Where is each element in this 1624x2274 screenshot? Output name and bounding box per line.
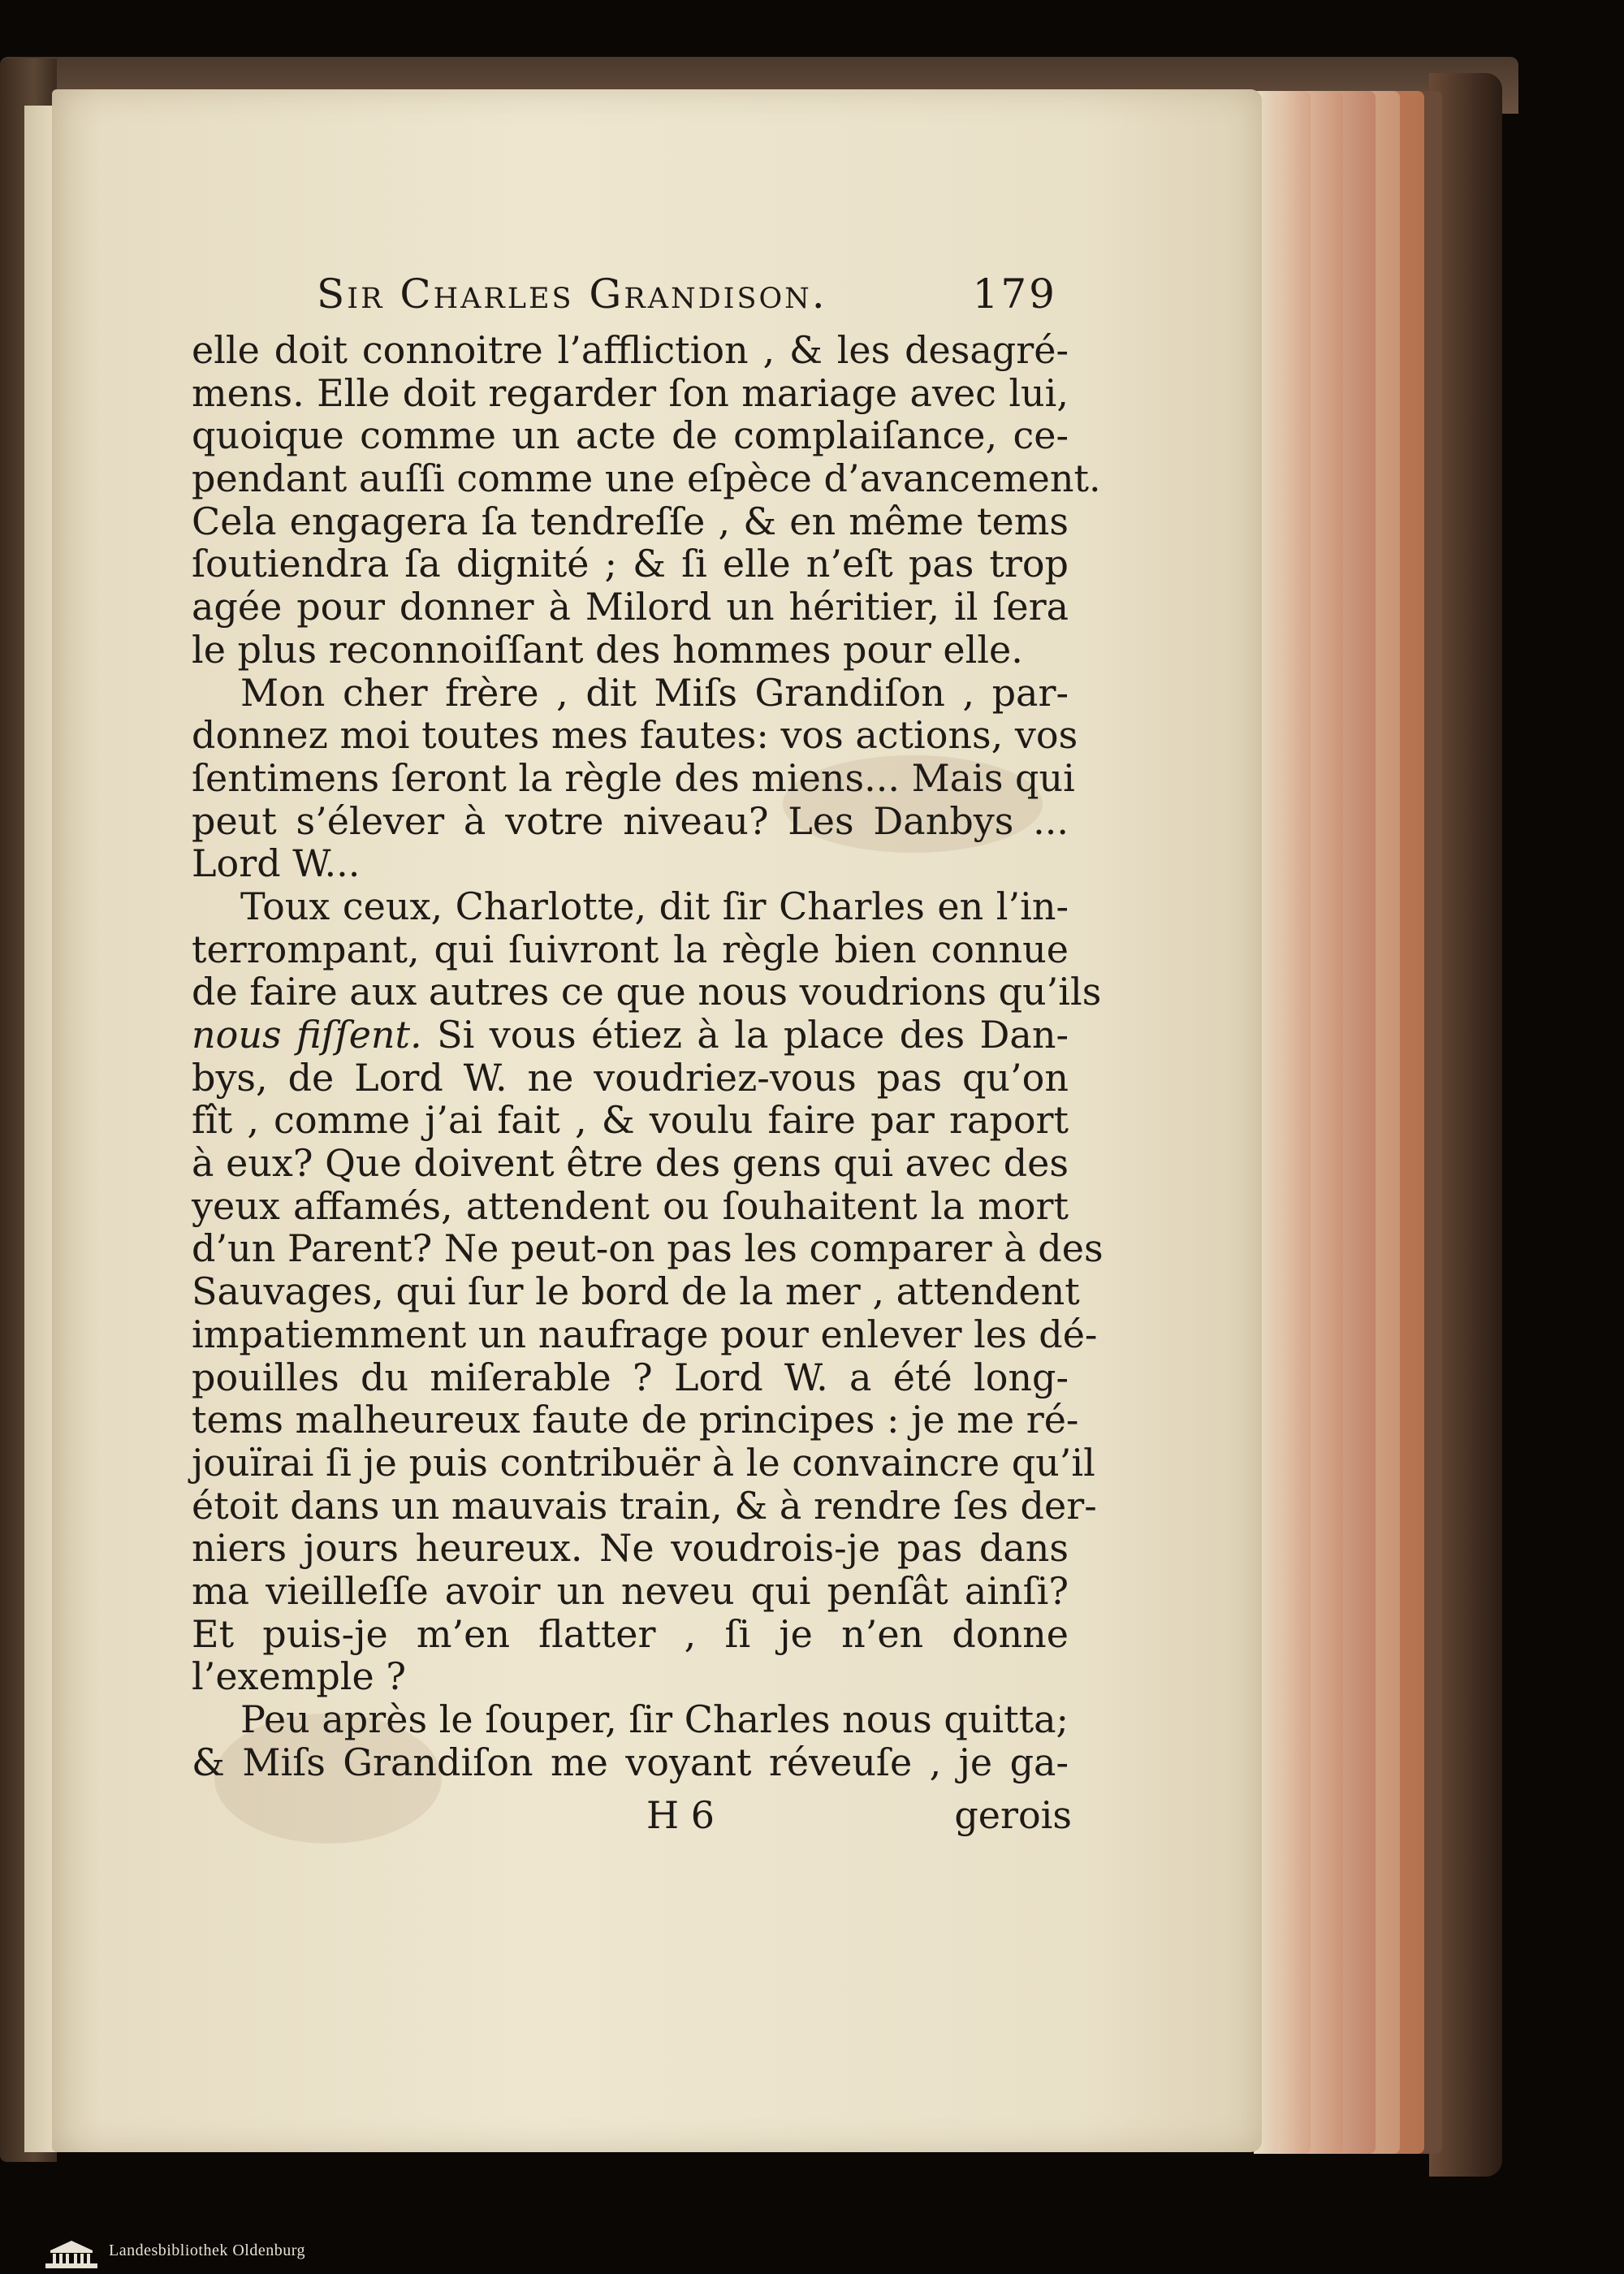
page-body-text: [192, 328, 1104, 1784]
signature-mark: H 6: [646, 1793, 715, 1837]
library-watermark: Landesbibliothek Oldenburg: [109, 2242, 306, 2259]
text-line: ſoutiendra ſa dignité ; & ſi elle n’eſt pas trop: [192, 542, 1069, 586]
text-line: impatiemment un naufrage pour enlever les dé-: [192, 1312, 1098, 1356]
italic-fragment: nous fiſſent.: [192, 1013, 422, 1057]
text-line: peut s’élever à votre niveau? Les Danbys ...: [192, 798, 1069, 843]
text-line-italic: de faire aux autres ce que nous voudrions qu’ils: [192, 970, 1102, 1014]
text-line-mixed: [192, 1014, 1069, 1057]
text-line: bys, de Lord W. ne voudriez-vous pas qu’on: [192, 1055, 1069, 1100]
page-edges: [1254, 91, 1442, 2154]
page-number: 179: [972, 270, 1057, 318]
text-line: ma vieilleſſe avoir un neveu qui penſât ainſi?: [192, 1568, 1069, 1613]
text-line: jouïrai ſi je puis contribuër à le convaincre qu’il: [192, 1440, 1095, 1485]
text-line: Et puis-je m’en flatter , ſi je n’en donne: [192, 1611, 1069, 1656]
running-title: Sir Charles Grandison.: [317, 270, 827, 318]
catchword: gerois: [954, 1793, 1072, 1837]
text-line: elle doit connoitre l’affliction , & les desagré-: [192, 328, 1069, 372]
text-line: étoit dans un mauvais train, & à rendre ſes der-: [192, 1483, 1097, 1528]
text-line: ſentimens ſeront la règle des miens... Mais qui: [192, 755, 1075, 800]
text-line: d’un Parent? Ne peut-on pas les comparer à des: [192, 1226, 1104, 1271]
text-line: & Miſs Grandiſon me voyant réveuſe , je ga-: [192, 1740, 1069, 1784]
text-line: niers jours heureux. Ne voudrois-je pas dans: [192, 1526, 1069, 1571]
text-line: Cela engagera ſa tendreſſe , & en même tems: [192, 499, 1069, 543]
text-line: mens. Elle doit regarder ſon mariage avec lui,: [192, 370, 1069, 415]
text-line: terrompant, qui ſuivront la règle bien connue: [192, 927, 1069, 971]
page-footer: [192, 1793, 1072, 1839]
text-line: Toux ceux, Charlotte, dit ſir Charles en l’in-: [240, 884, 1069, 928]
text-line: Sauvages, qui ſur le bord de la mer , attendent: [192, 1269, 1080, 1314]
text-line: agée pour donner à Milord un héritier, il ſera: [192, 585, 1069, 629]
text-fragment: Si vous étiez à la place des Dan-: [421, 1013, 1069, 1057]
library-building-icon: [44, 2239, 99, 2270]
text-line: à eux? Que doivent être des gens qui avec des: [192, 1141, 1069, 1186]
text-line: le plus reconnoiſſant des hommes pour elle.: [192, 627, 1023, 672]
text-line: yeux affamés, attendent ou ſouhaitent la mort: [192, 1183, 1069, 1228]
text-line: Peu après le ſouper, ſir Charles nous quitta;: [240, 1697, 1069, 1741]
text-line: tems malheureux faute de principes : je me ré-: [192, 1398, 1079, 1442]
text-line: quoique comme un acte de complaiſance, ce-: [192, 413, 1069, 458]
text-line: donnez moi toutes mes fautes: vos actions, vos: [192, 713, 1078, 758]
running-header: [317, 268, 1057, 320]
text-line: pendant auſſi comme une eſpèce d’avancement.: [192, 456, 1101, 501]
text-line: fît , comme j’ai fait , & voulu faire par raport: [192, 1098, 1069, 1143]
text-line: l’exemple ?: [192, 1654, 407, 1699]
text-line: Mon cher frère , dit Miſs Grandiſon , par-: [240, 670, 1069, 715]
text-line: Lord W...: [192, 841, 361, 886]
text-line: pouilles du miſerable ? Lord W. a été long-: [192, 1355, 1069, 1399]
